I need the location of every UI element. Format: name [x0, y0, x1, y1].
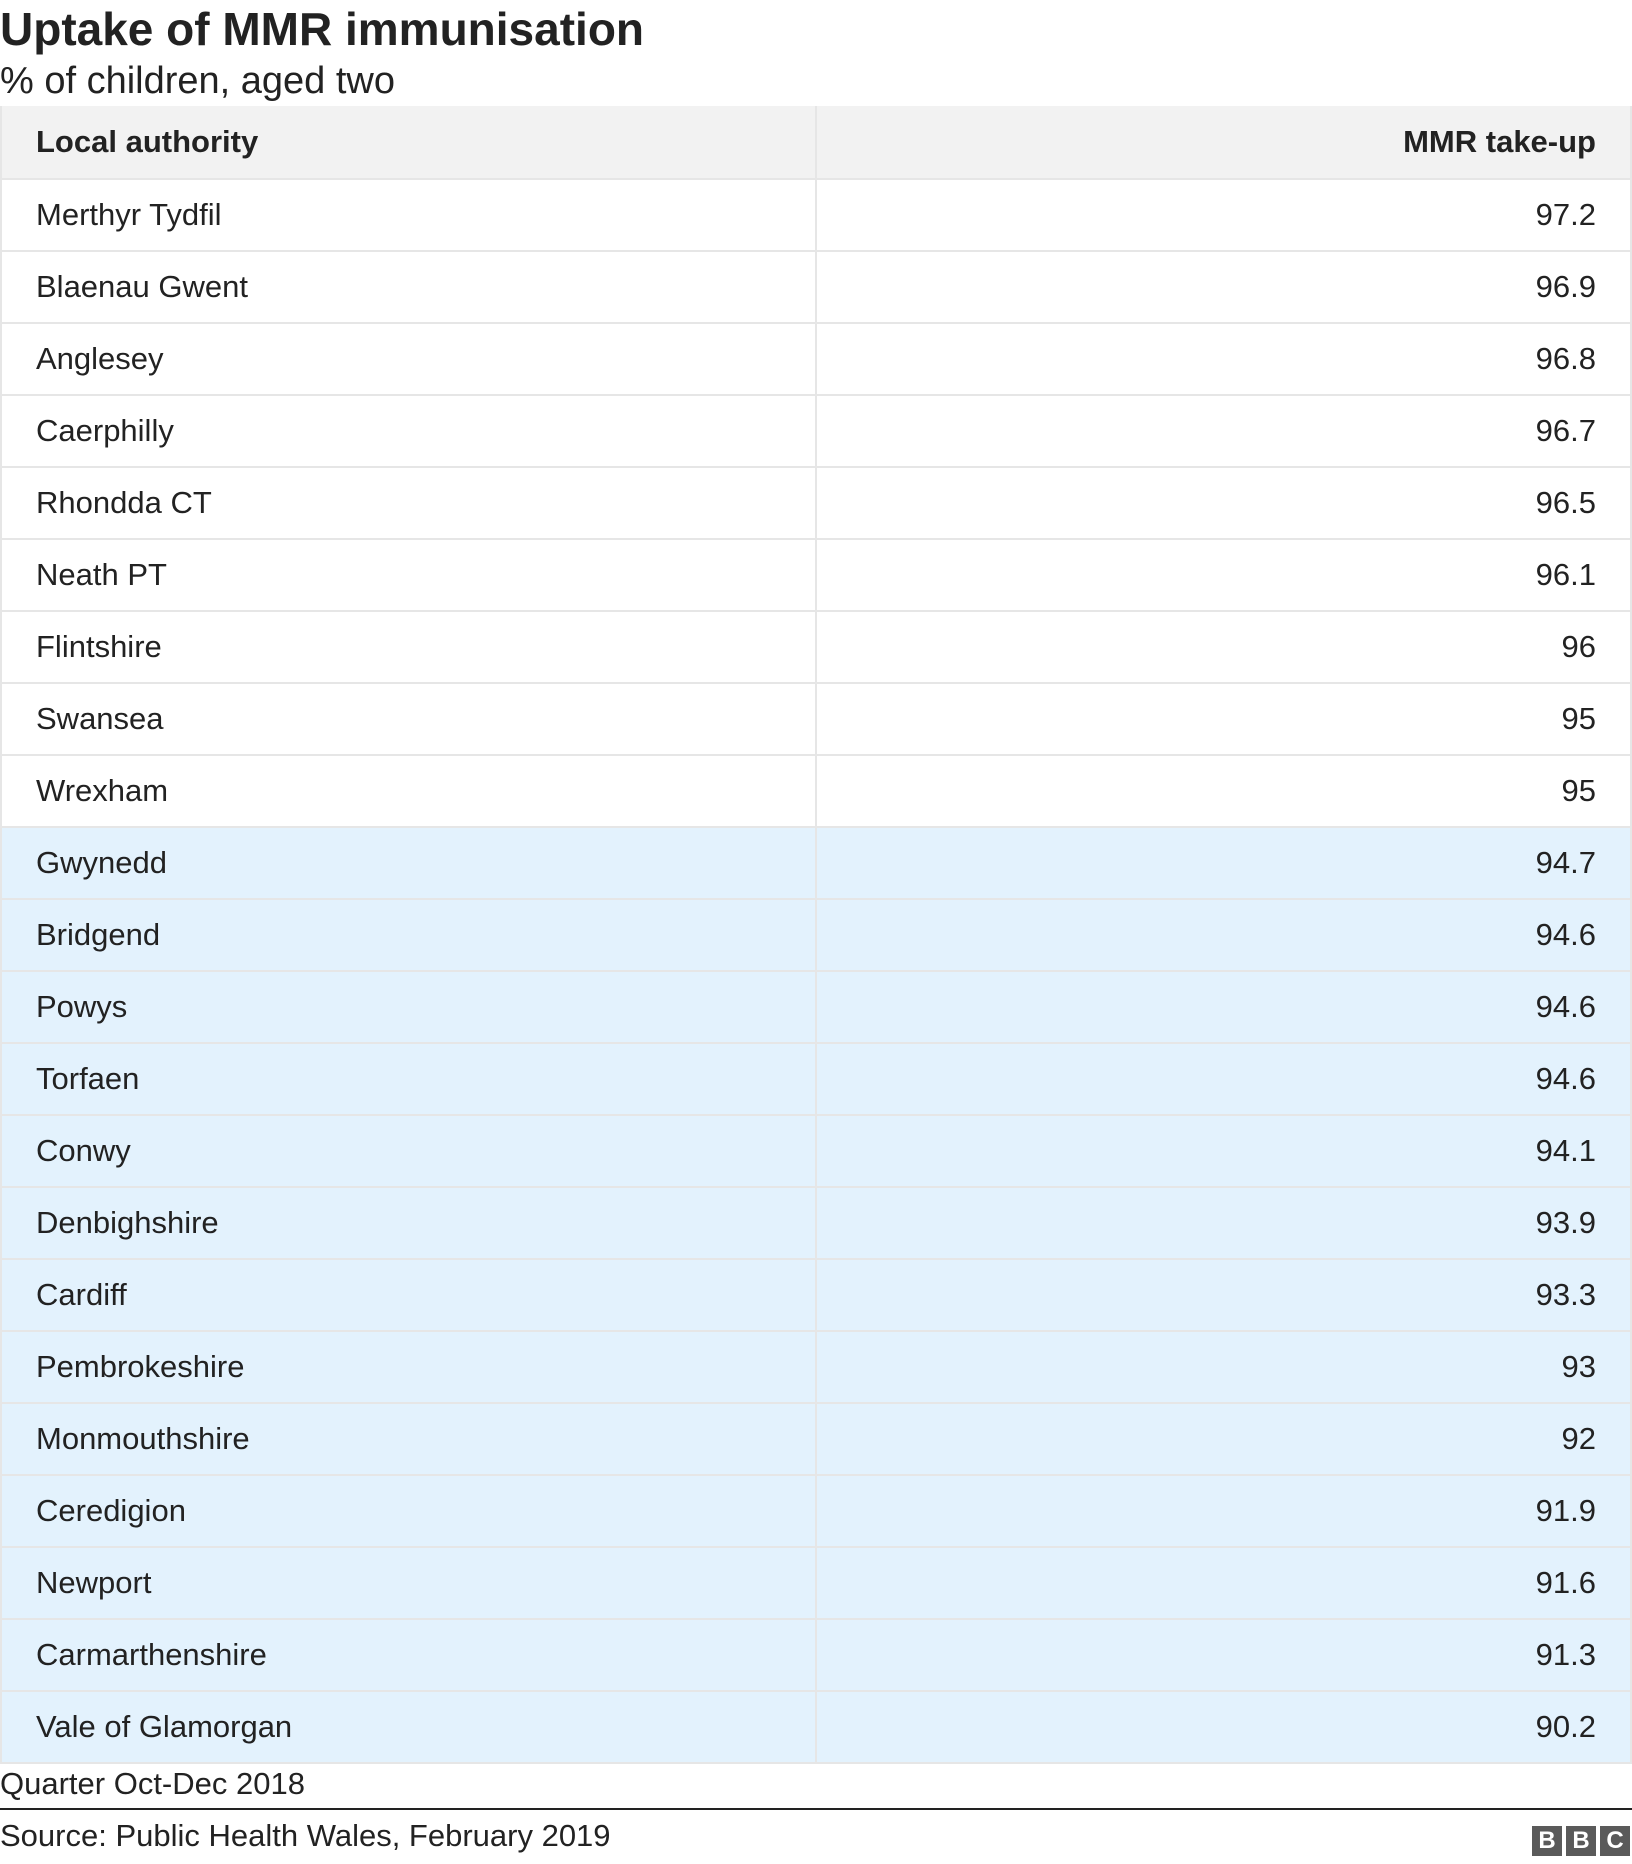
takeup-cell: 94.6 — [816, 1043, 1631, 1115]
table-row — [1, 683, 1631, 755]
takeup-cell: 90.2 — [816, 1691, 1631, 1763]
authority-cell: Anglesey — [1, 323, 816, 395]
authority-cell: Monmouthshire — [1, 1403, 816, 1475]
table-row — [1, 827, 1631, 899]
logo-letter: C — [1600, 1826, 1630, 1856]
authority-cell: Bridgend — [1, 899, 816, 971]
authority-cell: Newport — [1, 1547, 816, 1619]
authority-cell: Torfaen — [1, 1043, 816, 1115]
authority-cell: Vale of Glamorgan — [1, 1691, 816, 1763]
logo-letter: B — [1566, 1826, 1596, 1856]
table-row — [1, 1187, 1631, 1259]
table-row — [1, 1115, 1631, 1187]
authority-cell: Flintshire — [1, 611, 816, 683]
table-row — [1, 971, 1631, 1043]
takeup-cell: 96.5 — [816, 467, 1631, 539]
bbc-logo — [1532, 1826, 1630, 1856]
table-row — [1, 1691, 1631, 1763]
takeup-cell: 96.8 — [816, 323, 1631, 395]
authority-cell: Swansea — [1, 683, 816, 755]
takeup-cell: 96.1 — [816, 539, 1631, 611]
table-row — [1, 1403, 1631, 1475]
authority-cell: Gwynedd — [1, 827, 816, 899]
takeup-cell: 93 — [816, 1331, 1631, 1403]
authority-cell: Carmarthenshire — [1, 1619, 816, 1691]
table-row — [1, 1259, 1631, 1331]
chart-subtitle: % of children, aged two — [0, 60, 396, 102]
authority-cell: Conwy — [1, 1115, 816, 1187]
table-row — [1, 1331, 1631, 1403]
takeup-cell: 91.3 — [816, 1619, 1631, 1691]
table-row — [1, 755, 1631, 827]
table-row — [1, 1043, 1631, 1115]
chart-title: Uptake of MMR immunisation — [0, 3, 645, 55]
table-row — [1, 467, 1631, 539]
authority-cell: Blaenau Gwent — [1, 251, 816, 323]
mmr-table — [0, 106, 1632, 1764]
logo-letter: B — [1532, 1826, 1562, 1856]
authority-cell: Pembrokeshire — [1, 1331, 816, 1403]
takeup-cell: 91.9 — [816, 1475, 1631, 1547]
table-row — [1, 251, 1631, 323]
takeup-cell: 91.6 — [816, 1547, 1631, 1619]
authority-cell: Denbighshire — [1, 1187, 816, 1259]
takeup-cell: 97.2 — [816, 179, 1631, 251]
takeup-cell: 93.3 — [816, 1259, 1631, 1331]
column-header-takeup: MMR take-up — [816, 106, 1631, 179]
authority-cell: Merthyr Tydfil — [1, 179, 816, 251]
takeup-cell: 96.7 — [816, 395, 1631, 467]
table-row — [1, 1475, 1631, 1547]
takeup-cell: 92 — [816, 1403, 1631, 1475]
footnote: Quarter Oct-Dec 2018 — [0, 1766, 305, 1801]
takeup-cell: 96 — [816, 611, 1631, 683]
takeup-cell: 94.1 — [816, 1115, 1631, 1187]
authority-cell: Neath PT — [1, 539, 816, 611]
authority-cell: Cardiff — [1, 1259, 816, 1331]
takeup-cell: 94.7 — [816, 827, 1631, 899]
authority-cell: Caerphilly — [1, 395, 816, 467]
divider — [0, 1808, 1632, 1810]
table-row — [1, 899, 1631, 971]
takeup-cell: 95 — [816, 755, 1631, 827]
authority-cell: Powys — [1, 971, 816, 1043]
column-header-authority: Local authority — [1, 106, 816, 179]
takeup-cell: 95 — [816, 683, 1631, 755]
authority-cell: Rhondda CT — [1, 467, 816, 539]
table-row — [1, 611, 1631, 683]
table-row — [1, 179, 1631, 251]
table-row — [1, 1547, 1631, 1619]
table-row — [1, 323, 1631, 395]
table-row — [1, 539, 1631, 611]
takeup-cell: 93.9 — [816, 1187, 1631, 1259]
takeup-cell: 94.6 — [816, 971, 1631, 1043]
source-text: Source: Public Health Wales, February 2019 — [0, 1818, 611, 1853]
table-row — [1, 1619, 1631, 1691]
table-row — [1, 395, 1631, 467]
table-body — [1, 179, 1631, 1763]
takeup-cell: 96.9 — [816, 251, 1631, 323]
table-header-row — [1, 106, 1631, 179]
authority-cell: Ceredigion — [1, 1475, 816, 1547]
authority-cell: Wrexham — [1, 755, 816, 827]
takeup-cell: 94.6 — [816, 899, 1631, 971]
